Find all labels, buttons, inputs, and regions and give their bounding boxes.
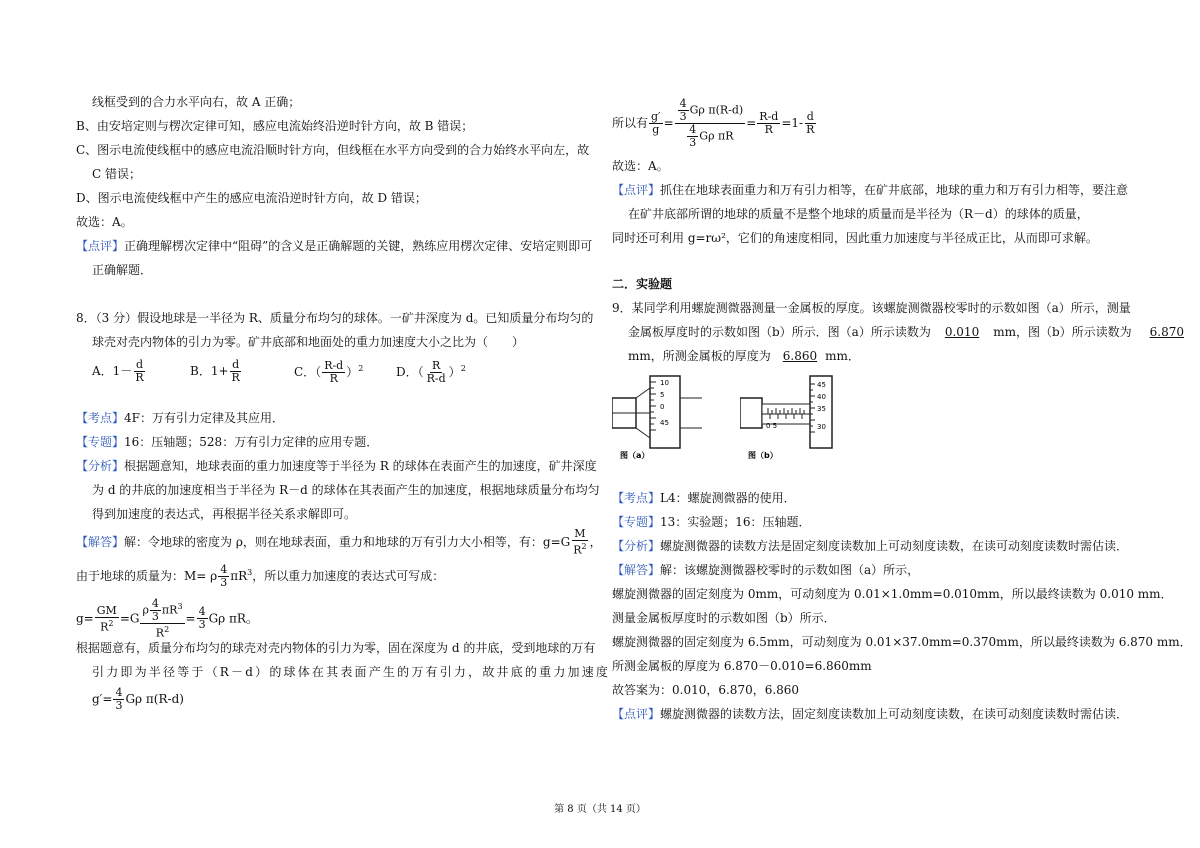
q8-kaodian: 【考点】4F：万有引力定律及其应用．: [76, 411, 284, 425]
prev-option-b: B、由安培定则与楞次定律可知，感应电流始终沿逆时针方向，故 B 错误；: [76, 119, 474, 133]
prev-option-d: D、图示电流使线框中产生的感应电流沿逆时针方向，故 D 错误；: [76, 191, 427, 205]
q9-jieda-1: 【解答】解：该螺旋测微器校零时的示数如图（a）所示，: [612, 563, 920, 577]
q8-fenxi: 【分析】根据题意知，地球表面的重力加速度等于半径为 R 的球体在表面产生的加速度，矿井深度: [76, 459, 597, 473]
q9-kaodian: 【考点】L4：螺旋测微器的使用．: [612, 491, 796, 505]
q8-dianping: 【点评】抓住在地球表面重力和万有引力相等，在矿井底部，地球的重力和万有引力相等，要注意: [612, 183, 1129, 197]
q8-jieda-3: g= $\frac{GM}{R^2}$ =G ρ $\frac{4}{3}$ $\pi R^3$ $R^2$ = $\frac{4}{3}$ Gρ πR。: [76, 597, 258, 640]
right-column: [600, 0, 1200, 848]
answer-blank-b: 6.870: [1149, 325, 1185, 339]
scale-a-label: 5: [660, 391, 665, 399]
q8-dianping-2: 在矿井底部所谓的地球的质量不是整个地球的质量而是半径为（R－d）的球体的质量，: [628, 207, 1089, 221]
q9-jieda-5: 所测金属板的厚度为 6.870－0.010=6.860mm: [612, 659, 872, 673]
q8-option-a: A．1－ $\frac{d}{R}$: [92, 358, 144, 384]
q8-fenxi-3: 得到加速度的表达式，再根据半径关系求解即可。: [92, 507, 357, 521]
scale-a-label: 10: [660, 379, 669, 387]
q8-dianping-3: 同时还可利用 g=rω²，它们的角速度相同，因此重力加速度与半径成正比，从而即可求解。: [612, 231, 1098, 245]
q9-stem: 9．某同学利用螺旋测微器测量一金属板的厚度。该螺旋测微器校零时的示数如图（a）所示，测量: [612, 301, 1131, 315]
q8-ratio: 所以有 $\frac{g'}{g}$ = $\frac{4}{3}$ Gρ π(R-d) $\frac{4}{3}$ Gρ πR = $\frac{R-d}{R}$ =1- $\frac{d}{R}$: [612, 97, 815, 149]
q8-jieda-4: 根据题意有，质量分布均匀的球壳对壳内物体的引力为零，固在深度为 d 的井底，受到地球的万有: [76, 641, 596, 655]
q8-jieda-1: 【解答】解：令地球的密度为 ρ，则在地球表面，重力和地球的万有引力大小相等，有：g=G $\frac{M}{R^2}$ ，: [76, 527, 602, 557]
q8-stem-cont: 球壳对壳内物体的引力为零。矿井底部和地面处的重力加速度大小之比为（ ）: [92, 335, 525, 349]
scale-b-label: 35: [817, 405, 826, 413]
prev-option-c: C、图示电流使线框中的感应电流沿顺时针方向，但线框在水平方向受到的合力始终水平向左，故: [76, 143, 590, 157]
q8-fenxi-2: 为 d 的井底的加速度相当于半径为 R－d 的球体在其表面产生的加速度，根据地球质量分布均匀: [92, 483, 600, 497]
review-tag: 【点评】: [76, 239, 125, 253]
q9-zhuanti: 【专题】13：实验题；16：压轴题．: [612, 515, 811, 529]
q8-stem: 8．（3 分）假设地球是一半径为 R、质量分布均匀的球体。一矿井深度为 d。已知质量分布均匀的: [76, 311, 594, 325]
main-scale-label: 0 5: [766, 422, 778, 430]
q8-jieda-2: 由于地球的质量为：M= ρ $\frac{4}{3}$ $\pi R^3$，所以重力加速度的表达式可写成：: [76, 563, 445, 589]
micrometer-figure-b: [740, 368, 840, 464]
q8-zhuanti: 【专题】16：压轴题；528：万有引力定律的应用专题．: [76, 435, 379, 449]
figure-b-caption: 图（b）: [748, 451, 778, 460]
q9-stem-3: mm，所测金属板的厚度为 6.860 mm．: [628, 349, 860, 363]
q8-jieda-6: g′= $\frac{4}{3}$ Gρ π(R-d): [92, 686, 184, 712]
scale-a-label: 0: [660, 403, 665, 411]
q9-jieda-3: 测量金属板厚度时的示数如图（b）所示．: [612, 611, 836, 625]
q8-option-b: B．1+ $\frac{d}{R}$: [190, 358, 240, 384]
prev-option-c-cont: C 错误；: [92, 167, 141, 181]
q8-option-c: C．（ $\frac{R-d}{R}$ ）$^2$: [294, 359, 364, 385]
scale-a-label: 45: [660, 419, 669, 427]
scale-b-label: 40: [817, 393, 826, 401]
prev-review-cont: 正确解题．: [92, 263, 153, 277]
review-text: 正确理解楞次定律中“阻碍”的含义是正确解题的关键，熟练应用楞次定律、安培定则即可: [124, 239, 593, 253]
q8-jieda-5: 引力即为半径等于（R－d）的球体在其表面产生的万有引力，故井底的重力加速度: [92, 665, 611, 679]
q9-jieda-2: 螺旋测微器的固定刻度为 0mm，可动刻度为 0.01×1.0mm=0.010mm，所以最终读数为 0.010 mm．: [612, 587, 1173, 601]
q9-jieda-4: 螺旋测微器的固定刻度为 6.5mm，可动刻度为 0.01×37.0mm=0.370mm，所以最终读数为 6.870 mm．: [612, 635, 1192, 649]
prev-review: [76, 238, 592, 254]
scale-b-label: 45: [817, 381, 826, 389]
scale-b-label: 30: [817, 423, 826, 431]
page-footer: 第 8 页（共 14 页）: [554, 804, 646, 815]
q9-fenxi: 【分析】螺旋测微器的读数方法是固定刻度读数加上可动刻度读数，在读可动刻度读数时需估读．: [612, 539, 1129, 553]
q9-dianping: 【点评】螺旋测微器的读数方法，固定刻度读数加上可动刻度读数，在读可动刻度读数时需估读．: [612, 707, 1129, 721]
figure-a-caption: 图（a）: [620, 451, 650, 460]
prev-answer: 故选：A。: [76, 215, 133, 229]
q8-option-d: D．（ $\frac{R}{R-d}$ ）$^2$: [396, 359, 466, 385]
q9-stem-2: 金属板厚度时的示数如图（b）所示．图（a）所示读数为 0.010 mm，图（b）所示读数为 6.870: [628, 325, 1185, 339]
q8-answer: 故选：A。: [612, 159, 669, 173]
answer-blank-a: 0.010: [944, 325, 980, 339]
q9-jieda-6: 故答案为：0.010，6.870，6.860: [612, 683, 800, 697]
answer-blank-c: 6.860: [782, 349, 818, 363]
micrometer-figure-a: [612, 368, 712, 464]
prev-option-a: 线框受到的合力水平向右，故 A 正确；: [92, 95, 301, 109]
section-title: 二．实验题: [612, 277, 673, 291]
